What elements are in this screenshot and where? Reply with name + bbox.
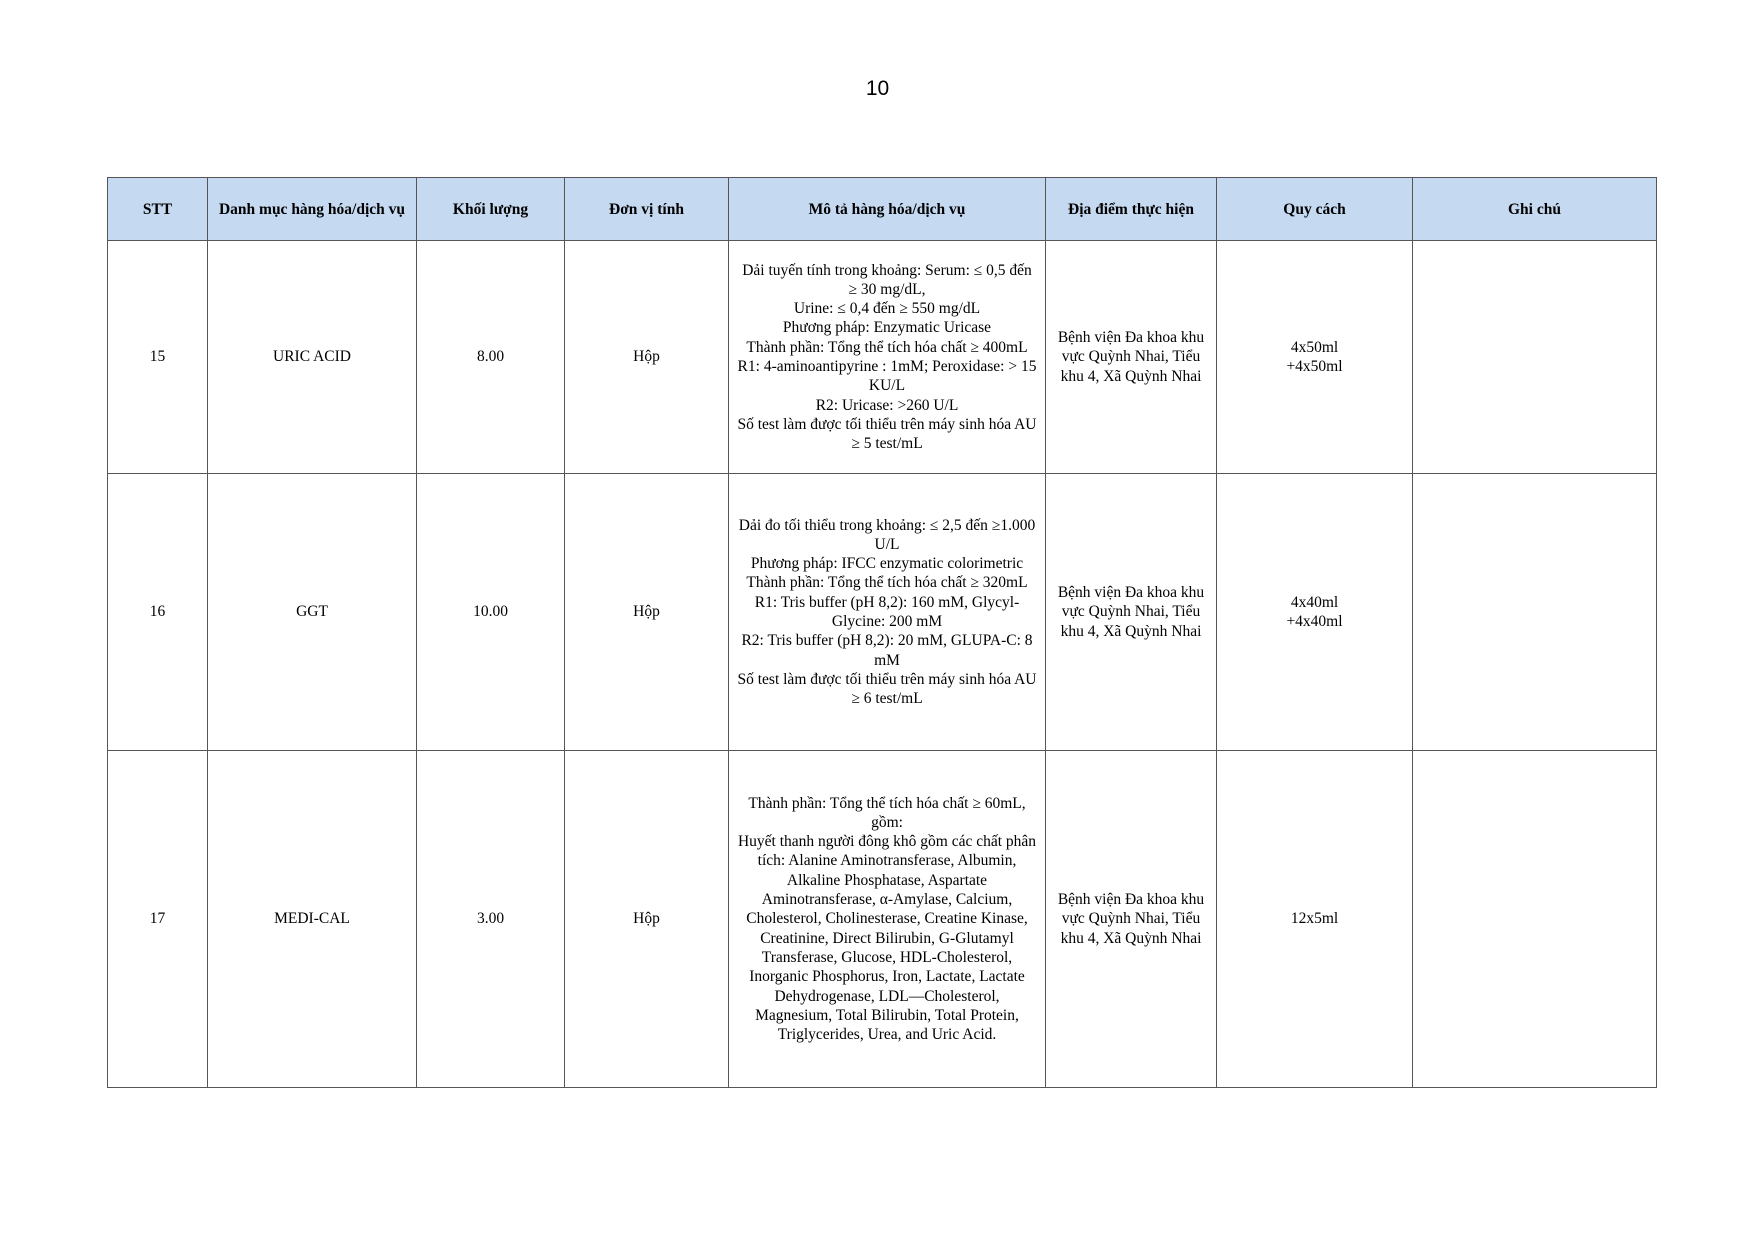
stt-cell: 16 — [108, 474, 208, 751]
description-cell: Dải đo tối thiểu trong khoảng: ≤ 2,5 đến ≥1.000 U/L Phương pháp: IFCC enzymatic colorimetric Thành phần: Tổng thể tích hóa chất ≥ 320mL R1: Tris buffer (pH 8,2): 160 mM, Glycyl-Glycine: 200 mM R2: Tris buffer (pH 8,2): 20 mM, GLUPA-C: 8 mM Số test làm được tối thiểu trên máy sinh hóa AU ≥ 6 test/mL — [729, 474, 1046, 751]
header-specification: Quy cách — [1217, 178, 1413, 241]
table-row — [108, 474, 1657, 751]
unit-cell: Hộp — [565, 241, 729, 474]
note-cell — [1413, 241, 1657, 474]
unit-cell: Hộp — [565, 474, 729, 751]
description-cell: Dải tuyến tính trong khoảng: Serum: ≤ 0,5 đến ≥ 30 mg/dL, Urine: ≤ 0,4 đến ≥ 550 mg/dL Phương pháp: Enzymatic Uricase Thành phần: Tổng thể tích hóa chất ≥ 400mL R1: 4-aminoantipyrine : 1mM; Peroxidase: > 15 KU/L R2: Uricase: >260 U/L Số test làm được tối thiểu trên máy sinh hóa AU ≥ 5 test/mL — [729, 241, 1046, 474]
header-location: Địa điểm thực hiện — [1046, 178, 1217, 241]
table-header-row — [108, 178, 1657, 241]
location-cell: Bệnh viện Đa khoa khu vực Quỳnh Nhai, Tiểu khu 4, Xã Quỳnh Nhai — [1046, 474, 1217, 751]
table-row — [108, 241, 1657, 474]
header-item: Danh mục hàng hóa/dịch vụ — [208, 178, 417, 241]
page-number: 10 — [865, 77, 890, 100]
quantity-cell: 8.00 — [417, 241, 565, 474]
location-cell: Bệnh viện Đa khoa khu vực Quỳnh Nhai, Tiểu khu 4, Xã Quỳnh Nhai — [1046, 751, 1217, 1088]
goods-table — [107, 177, 1657, 1088]
specification-cell: 4x50ml +4x50ml — [1217, 241, 1413, 474]
item-cell: GGT — [208, 474, 417, 751]
item-cell: URIC ACID — [208, 241, 417, 474]
quantity-cell: 10.00 — [417, 474, 565, 751]
unit-cell: Hộp — [565, 751, 729, 1088]
header-note: Ghi chú — [1413, 178, 1657, 241]
specification-cell: 4x40ml +4x40ml — [1217, 474, 1413, 751]
item-cell: MEDI-CAL — [208, 751, 417, 1088]
description-cell: Thành phần: Tổng thể tích hóa chất ≥ 60mL, gồm: Huyết thanh người đông khô gồm các chất phân tích: Alanine Aminotransferase, Albumin, Alkaline Phosphatase, Aspartate Aminotransferase, α-Amylase, Calcium, Cholesterol, Cholinesterase, Creatine Kinase, Creatinine, Direct Bilirubin, G-Glutamyl Transferase, Glucose, HDL-Cholesterol, Inorganic Phosphorus, Iron, Lactate, Lactate Dehydrogenase, LDL—Cholesterol, Magnesium, Total Bilirubin, Total Protein, Triglycerides, Urea, and Uric Acid. — [729, 751, 1046, 1088]
header-stt: STT — [108, 178, 208, 241]
stt-cell: 17 — [108, 751, 208, 1088]
header-quantity: Khối lượng — [417, 178, 565, 241]
note-cell — [1413, 474, 1657, 751]
quantity-cell: 3.00 — [417, 751, 565, 1088]
header-description: Mô tả hàng hóa/dịch vụ — [729, 178, 1046, 241]
note-cell — [1413, 751, 1657, 1088]
header-unit: Đơn vị tính — [565, 178, 729, 241]
location-cell: Bệnh viện Đa khoa khu vực Quỳnh Nhai, Tiểu khu 4, Xã Quỳnh Nhai — [1046, 241, 1217, 474]
specification-cell: 12x5ml — [1217, 751, 1413, 1088]
stt-cell: 15 — [108, 241, 208, 474]
table-row — [108, 751, 1657, 1088]
